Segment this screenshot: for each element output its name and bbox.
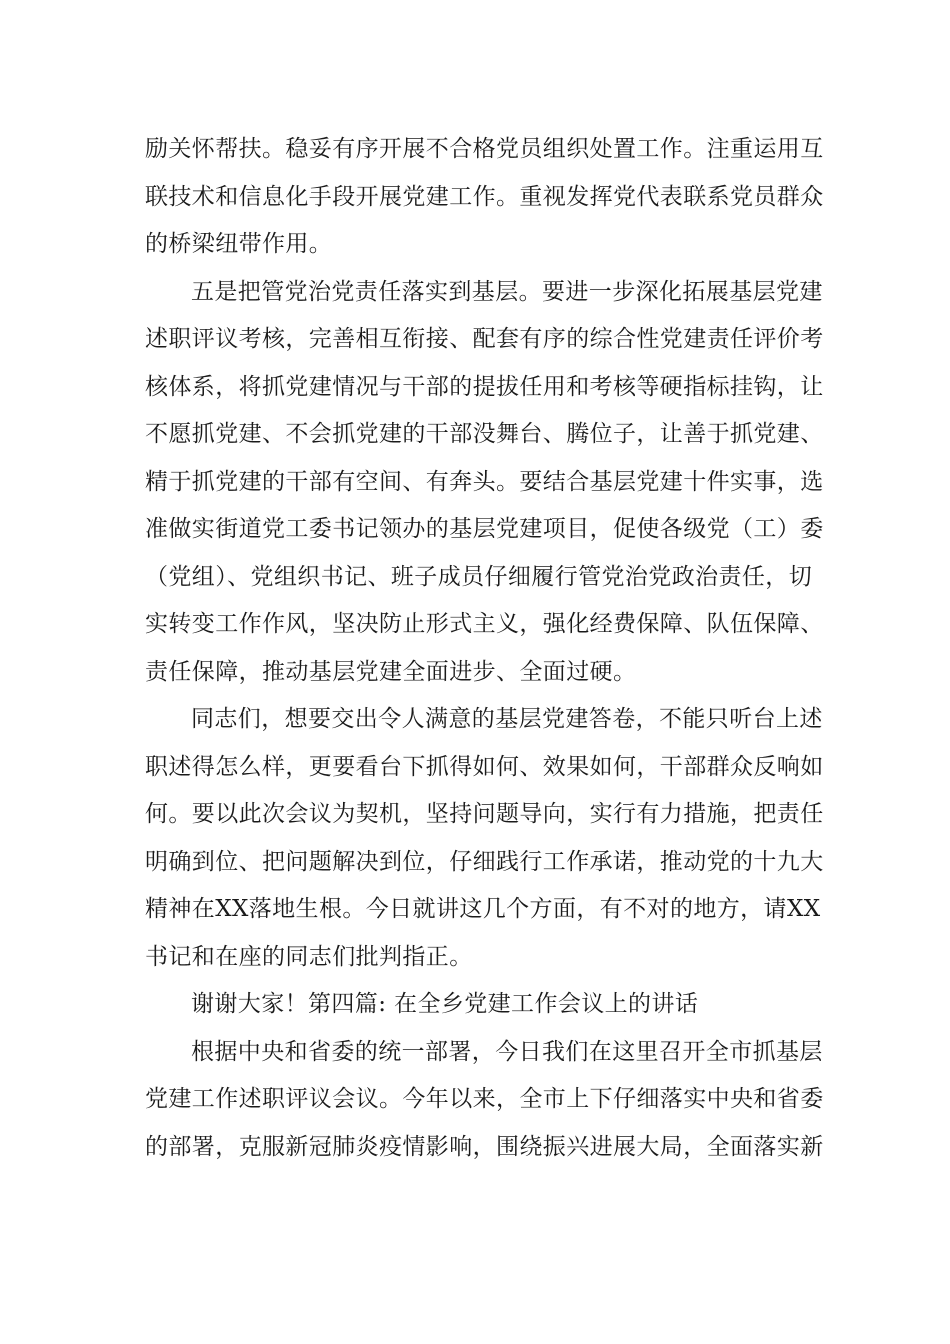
text-line: 的桥梁纽带作用。 [145,231,333,257]
text-line: 书记和在座的同志们批判指正。 [145,943,473,970]
paragraph-2 [145,269,824,697]
text-line: 实转变工作作风，坚决防止形式主义，强化经费保障、队伍保障、 [145,611,824,637]
text-line: 精神在XX落地生根。今日就讲这几个方面，有不对的地方，请XX [145,896,821,922]
text-line: （党组）、党组织书记、班子成员仔细履行管党治党政治责任，切 [145,563,813,590]
text-line: 核体系，将抓党建情况与干部的提拔任用和考核等硬指标挂钩，让 [145,373,824,400]
text-line: 述职评议考核，完善相互衔接、配套有序的综合性党建责任评价考 [145,326,824,352]
text-line: 准做实街道党工委书记领办的基层党建项目，促使各级党（工）委 [145,516,824,542]
text-line: 联技术和信息化手段开展党建工作。重视发挥党代表联系党员群众 [145,183,824,210]
text-line: 何。要以此次会议为契机，坚持问题导向，实行有力措施，把责任 [145,801,824,827]
text-line: 责任保障，推动基层党建全面进步、全面过硬。 [145,658,637,685]
paragraph-1 [145,126,824,269]
paragraph-4 [145,981,807,1029]
text-line: 精于抓党建的干部有空间、有奔头。要结合基层党建十件实事，选 [145,468,824,495]
text-line: 不愿抓党建、不会抓党建的干部没舞台、腾位子，让善于抓党建、 [145,421,824,447]
text-line: 职述得怎么样，更要看台下抓得如何、效果如何，干部群众反响如 [145,753,824,780]
text-line: 谢谢大家！第四篇: 在全乡党建工作会议上的讲话 [191,991,699,1017]
text-line: 党建工作述职评议会议。今年以来，全市上下仔细落实中央和省委 [145,1086,824,1112]
document-body [145,126,824,1171]
text-line: 五是把管党治党责任落实到基层。要进一步深化拓展基层党建 [191,278,823,305]
text-line: 明确到位、把问题解决到位，仔细践行工作承诺，推动党的十九大 [145,848,824,875]
text-line: 同志们，想要交出令人满意的基层党建答卷，不能只听台上述 [191,706,823,732]
text-line: 的部署，克服新冠肺炎疫情影响，围绕振兴进展大局，全面落实新 [145,1133,824,1160]
paragraph-5 [145,1029,824,1172]
paragraph-3 [145,696,824,981]
text-line: 根据中央和省委的统一部署，今日我们在这里召开全市抓基层 [191,1038,823,1065]
text-line: 励关怀帮扶。稳妥有序开展不合格党员组织处置工作。注重运用互 [145,136,824,162]
